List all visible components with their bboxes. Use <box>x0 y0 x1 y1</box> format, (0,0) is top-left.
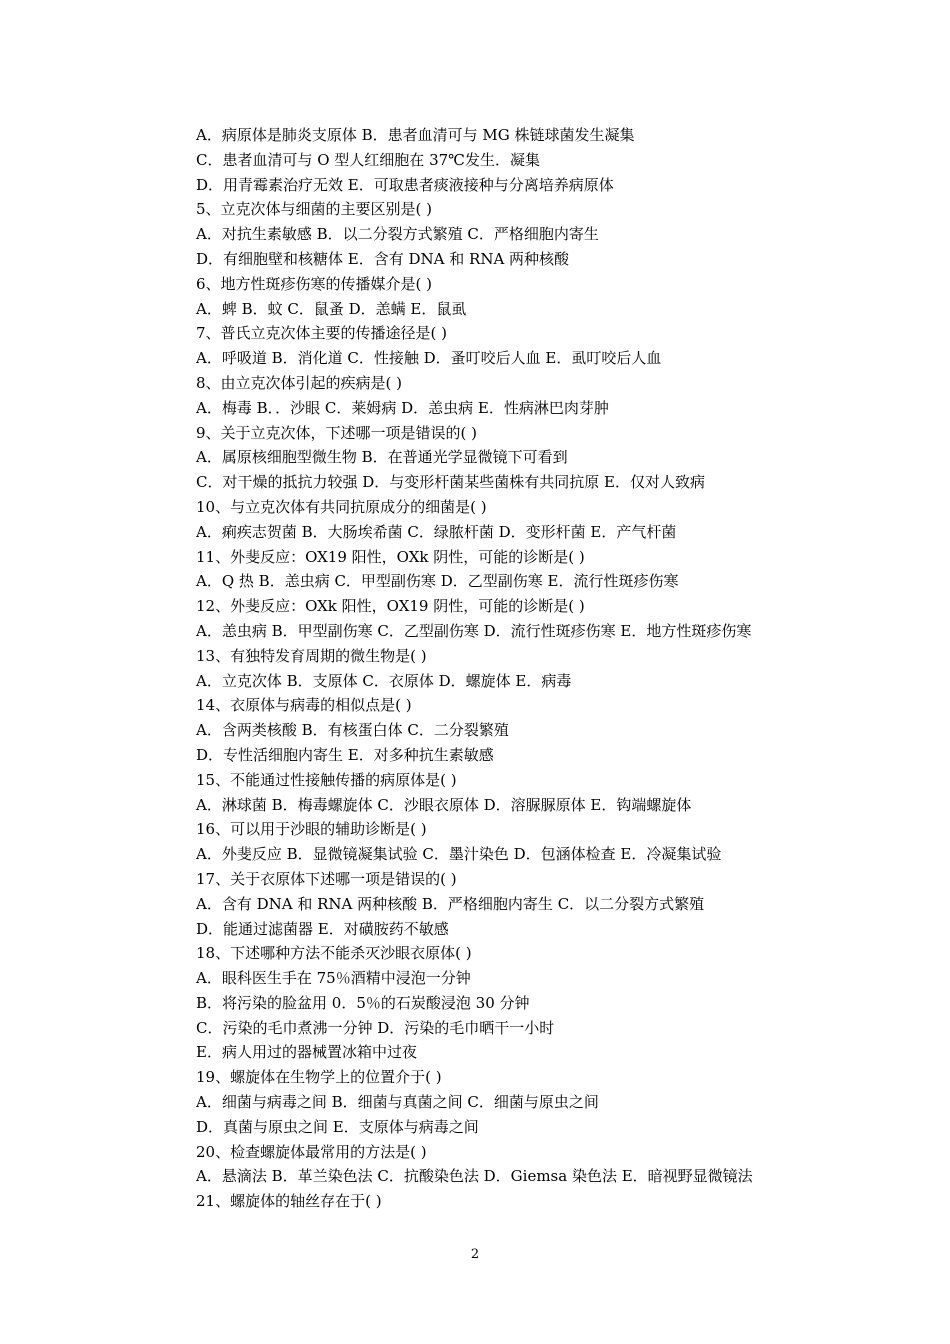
question-line: 7、普氏立克次体主要的传播途径是( ) <box>196 324 448 343</box>
question-line: 12、外斐反应：OXk 阳性，OX19 阴性，可能的诊断是( ) <box>196 597 585 616</box>
page-number: 2 <box>470 1247 480 1262</box>
text-line: A．含有 DNA 和 RNA 两种核酸 B．严格细胞内寄生 C．以二分裂方式繁殖 <box>196 894 705 913</box>
text-line: A．呼吸道 B．消化道 C．性接触 D．蚤叮咬后人血 E．虱叮咬后人血 <box>196 349 662 368</box>
text-line: B．将污染的脸盆用 0．5％的石炭酸浸泡 30 分钟 <box>196 993 530 1012</box>
text-line: A．Q 热 B．恙虫病 C．甲型副伤寒 D．乙型副伤寒 E．流行性斑疹伤寒 <box>196 572 679 591</box>
text-line: A．病原体是肺炎支原体 B．患者血清可与 MG 株链球菌发生凝集 <box>196 126 635 144</box>
text-line: C．污染的毛巾煮沸一分钟 D．污染的毛巾晒干一小时 <box>196 1018 555 1037</box>
text-line: E．病人用过的器械置冰箱中过夜 <box>196 1043 417 1062</box>
text-line: A．痢疾志贺菌 B．大肠埃希菌 C．绿脓杆菌 D．变形杆菌 E．产气杆菌 <box>196 522 677 541</box>
text-line: A．悬滴法 B．革兰染色法 C．抗酸染色法 D．Giemsa 染色法 E．暗视野显微镜法 <box>196 1167 753 1186</box>
text-line: D．有细胞壁和核糖体 E．含有 DNA 和 RNA 两种核酸 <box>196 249 570 268</box>
question-line: 19、螺旋体在生物学上的位置介于( ) <box>196 1068 442 1087</box>
question-line: 6、地方性斑疹伤寒的传播媒介是( ) <box>196 274 433 293</box>
question-line: 21、螺旋体的轴丝存在于( ) <box>196 1192 382 1211</box>
question-line: 13、有独特发育周期的微生物是( ) <box>196 646 427 665</box>
text-line: A．含两类核酸 B．有核蛋白体 C．二分裂繁殖 <box>196 721 509 740</box>
question-line: 15、不能通过性接触传播的病原体是( ) <box>196 770 457 789</box>
question-line: 11、外斐反应：OX19 阳性，OXk 阴性，可能的诊断是( ) <box>196 547 585 566</box>
text-line: D．能通过滤菌器 E．对磺胺药不敏感 <box>196 919 449 938</box>
question-line: 9、关于立克次体，下述哪一项是错误的( ) <box>196 423 478 442</box>
text-line: A．对抗生素敏感 B．以二分裂方式繁殖 C．严格细胞内寄生 <box>196 225 599 244</box>
question-line: 18、下述哪种方法不能杀灭沙眼衣原体( ) <box>196 944 472 963</box>
question-line: 14、衣原体与病毒的相似点是( ) <box>196 696 412 715</box>
text-line: A．淋球菌 B．梅毒螺旋体 C．沙眼衣原体 D．溶脲脲原体 E．钩端螺旋体 <box>196 795 692 814</box>
question-line: 17、关于衣原体下述哪一项是错误的( ) <box>196 869 457 888</box>
text-line: A．细菌与病毒之间 B．细菌与真菌之间 C．细菌与原虫之间 <box>196 1093 599 1112</box>
text-line: A．外斐反应 B．显微镜凝集试验 C．墨汁染色 D．包涵体检查 E．冷凝集试验 <box>196 845 722 864</box>
text-line: C．患者血清可与 O 型人红细胞在 37℃发生．凝集 <box>196 150 540 169</box>
text-line: A．立克次体 B．支原体 C．衣原体 D．螺旋体 E．病毒 <box>196 671 572 690</box>
text-line: A．属原核细胞型微生物 B．在普通光学显微镜下可看到 <box>196 448 568 467</box>
text-line: A．梅毒 B．．沙眼 C．莱姆病 D．恙虫病 E．性病淋巴肉芽肿 <box>196 398 609 417</box>
question-line: 20、检查螺旋体最常用的方法是( ) <box>196 1142 427 1161</box>
text-line: D．用青霉素治疗无效 E．可取患者痰液接种与分离培养病原体 <box>196 175 614 194</box>
question-line: 5、立克次体与细菌的主要区别是( ) <box>196 200 433 219</box>
question-line: 8、由立克次体引起的疾病是( ) <box>196 373 403 392</box>
text-line: A．蜱 B．蚊 C．鼠蚤 D．恙螨 E．鼠虱 <box>196 299 467 318</box>
text-line: D．专性活细胞内寄生 E．对多种抗生素敏感 <box>196 745 494 764</box>
question-line: 10、与立克次体有共同抗原成分的细菌是( ) <box>196 497 487 516</box>
text-line: A．眼科医生手在 75％酒精中浸泡一分钟 <box>196 969 471 988</box>
question-line: 16、可以用于沙眼的辅助诊断是( ) <box>196 820 427 839</box>
text-line: D．真菌与原虫之间 E．支原体与病毒之间 <box>196 1117 479 1136</box>
text-line: A．恙虫病 B．甲型副伤寒 C．乙型副伤寒 D．流行性斑疹伤寒 E．地方性斑疹伤寒 <box>196 621 752 640</box>
question-text-block <box>196 123 836 1214</box>
text-line: C．对干燥的抵抗力较强 D．与变形杆菌某些菌株有共同抗原 E．仅对人致病 <box>196 473 705 492</box>
